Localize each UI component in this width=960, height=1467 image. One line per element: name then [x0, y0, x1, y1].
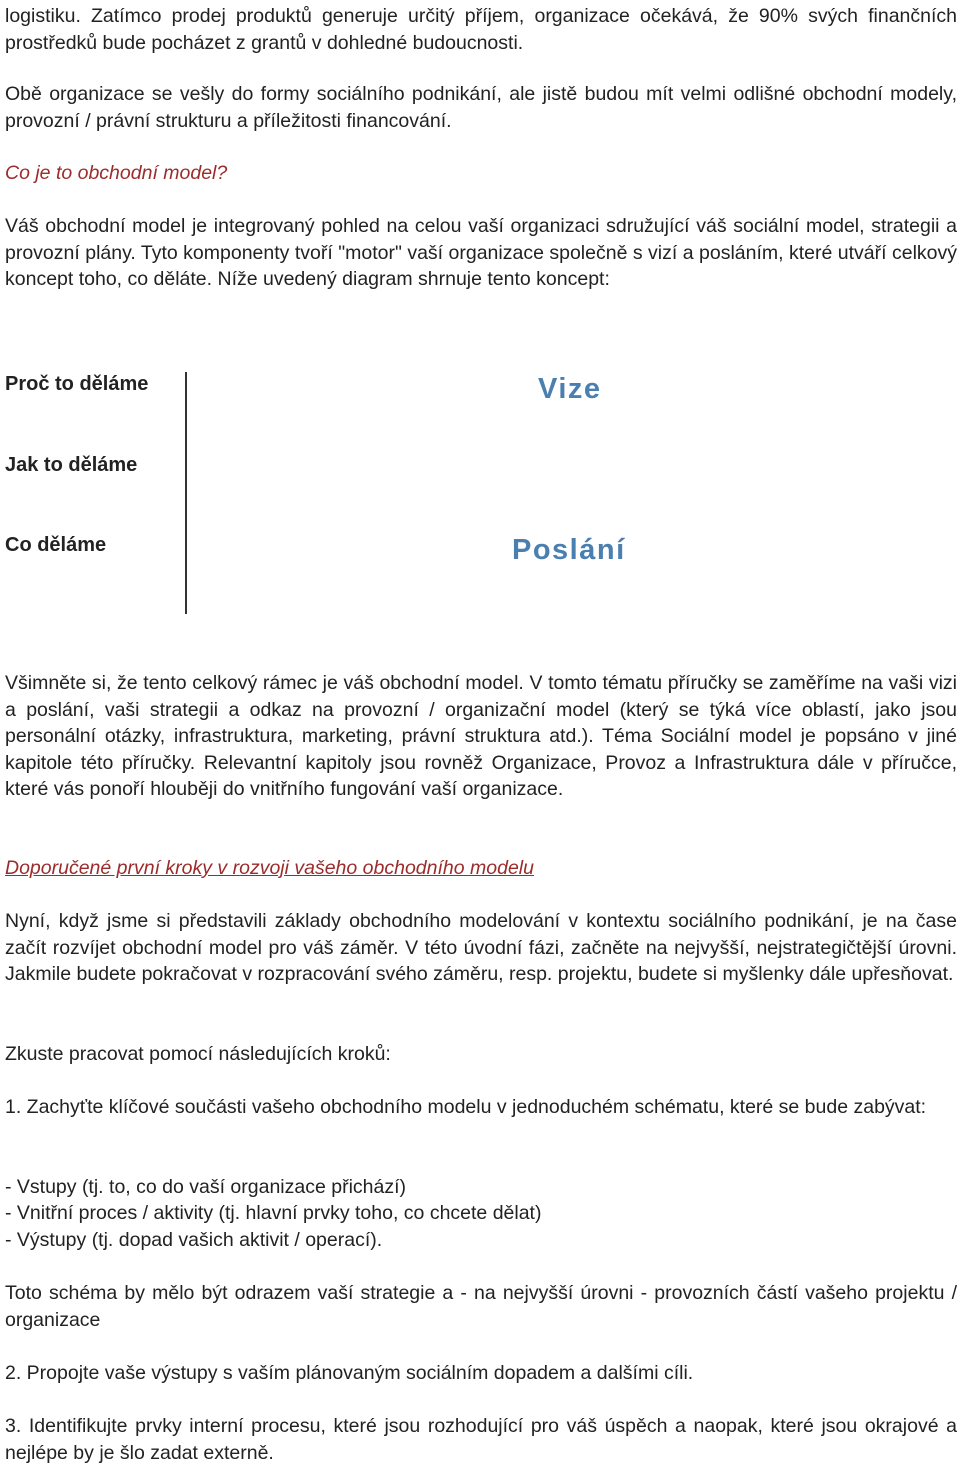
- heading-first-steps-link[interactable]: Doporučené první kroky v rozvoji vašeho obchodního modelu: [5, 857, 534, 879]
- paragraph-schema: Toto schéma by mělo být odrazem vaší strategie a - na nejvyšší úrovni - provozních částí vašeho projektu / organizace: [5, 1282, 957, 1331]
- list-item: - Výstupy (tj. dopad vašich aktivit / operací).: [5, 1229, 383, 1251]
- heading-business-model: Co je to obchodní model?: [5, 162, 228, 184]
- step-3: 3. Identifikujte prvky interní procesu, které jsou rozhodující pro váš úspěch a naopak, které jsou okrajové a nejlépe by je šlo zadat externě.: [5, 1415, 957, 1464]
- diagram-mission: Poslání: [512, 534, 626, 566]
- paragraph-intro: logistiku. Zatímco prodej produktů generuje určitý příjem, organizace očekává, že 90% svých finančních prostředků bude pocházet z grantů v dohledné budoucnosti.: [5, 5, 957, 54]
- paragraph-next-steps: Nyní, když jsme si představili základy obchodního modelování v kontextu sociálního podnikání, je na čase začít rozvíjet obchodní model pro váš záměr. V této úvodní fázi, začněte na nejvyšší, nejstrategičtější úrovni. Jakmile budete pokračovat v rozpracování svého záměru, resp. projektu, budete si myšlenky dále upřesňovat.: [5, 910, 957, 986]
- paragraph-framework: Všimněte si, že tento celkový rámec je váš obchodní model. V tomto tématu příručky se zaměříme na vaši vizi a poslání, vaši strategii a odkaz na provozní / organizační model (který se týká více oblastí, jako jsou personální otázky, infrastruktura, marketing, právní struktura atd.). Téma Sociální model je popsáno v jiné kapitole této příručky. Relevantní kapitoly jsou rovněž Organizace, Provoz a Infrastruktura dále v příručce, které vás ponoří hlouběji do vnitřního fungování vaší organizace.: [5, 672, 957, 801]
- paragraph-business-model-definition: Váš obchodní model je integrovaný pohled na celou vaší organizaci sdružující váš sociální model, strategii a provozní plány. Tyto komponenty tvoří "motor" vaší organizace společně s vizí a posláním, které utváří celkový koncept toho, co děláte. Níže uvedený diagram shrnuje tento koncept:: [5, 215, 957, 291]
- diagram-label-how: Jak to děláme: [5, 454, 138, 476]
- paragraph-try-steps: Zkuste pracovat pomocí následujících kroků:: [5, 1043, 391, 1065]
- diagram-vision: Vize: [538, 373, 602, 405]
- list-item: - Vstupy (tj. to, co do vaší organizace přichází): [5, 1176, 407, 1198]
- diagram-label-why: Proč to děláme: [5, 373, 149, 395]
- list-item: - Vnitřní proces / aktivity (tj. hlavní prvky toho, co chcete dělat): [5, 1202, 542, 1224]
- step-2: 2. Propojte vaše výstupy s vaším plánovaným sociálním dopadem a dalšími cíli.: [5, 1362, 694, 1384]
- step-1: 1. Zachyťte klíčové součásti vašeho obchodního modelu v jednoduchém schématu, které se bude zabývat:: [5, 1096, 927, 1118]
- diagram-label-what: Co děláme: [5, 534, 107, 556]
- paragraph-organizations: Obě organizace se vešly do formy sociálního podnikání, ale jistě budou mít velmi odlišné obchodní modely, provozní / právní strukturu a příležitosti financování.: [5, 83, 957, 132]
- diagram-divider: [185, 372, 187, 614]
